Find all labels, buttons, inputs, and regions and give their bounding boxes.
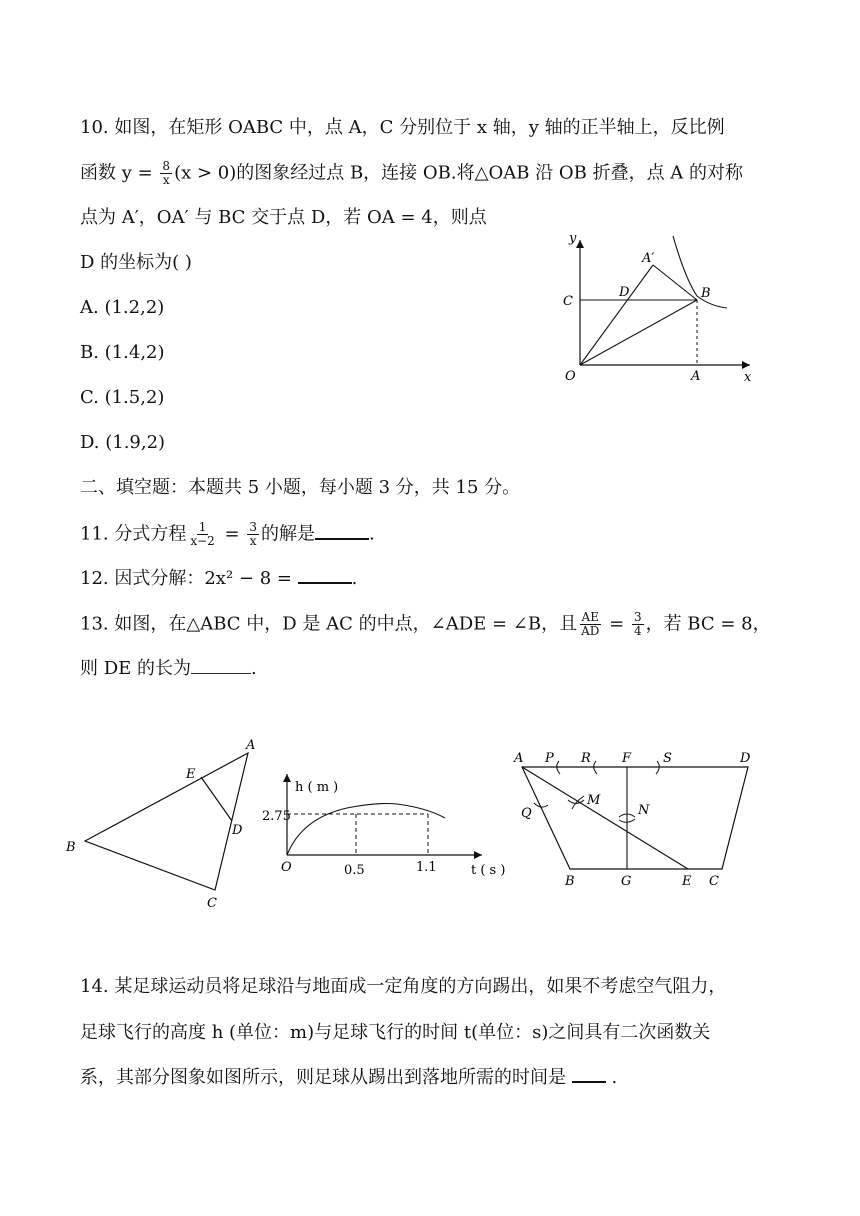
q10-line2: [80, 160, 743, 187]
graph-x-tick-2: 1.1: [416, 860, 437, 875]
tri-label-d: D: [232, 823, 243, 838]
q10-line3: 点为 A′，OA′ 与 BC 交于点 D，若 OA = 4，则点: [80, 207, 487, 228]
q10-frac-den: x: [162, 173, 170, 187]
q10-fraction: [160, 160, 172, 187]
q10-line1: 10. 如图，在矩形 OABC 中，点 A，C 分别位于 x 轴，y 轴的正半轴上，反比例: [80, 117, 725, 138]
q11-fraction-1: [188, 521, 216, 548]
h-axis-arrow: [283, 774, 291, 782]
triangle-abc: [85, 753, 248, 890]
q14-line3-text: 系，其部分图象如图所示，则足球从踢出到落地所需的时间是: [80, 1067, 572, 1088]
tri-label-c: C: [207, 896, 217, 910]
label-a-prime: A′: [642, 251, 655, 266]
segment-a-prime-b: [653, 265, 697, 300]
q12-end: .: [351, 568, 358, 589]
tri-label-e: E: [186, 767, 196, 782]
q13-f2-den: 4: [633, 624, 642, 638]
segment-oa-prime: [580, 265, 653, 365]
trap-label-r: R: [581, 751, 591, 766]
trap-label-q: Q: [521, 806, 532, 821]
q13-line1: [80, 611, 771, 638]
q12-text: 12. 因式分解：2x² − 8 =: [80, 568, 298, 589]
q13-line1-post: ，若 BC = 8，: [645, 613, 771, 635]
q11-f1-den: x−2: [190, 534, 215, 548]
hyperbola-curve: [673, 236, 727, 308]
q14-line3: [80, 1065, 617, 1090]
q11-f2-den: x: [249, 534, 257, 548]
q14-line1: 14. 某足球运动员将足球沿与地面成一定角度的方向踢出，如果不考虑空气阻力，: [80, 976, 727, 997]
q14-line2: 足球飞行的高度 h (单位：m)与足球飞行的时间 t(单位：s)之间具有二次函数关: [80, 1022, 711, 1043]
label-b: B: [701, 286, 711, 301]
t-axis-arrow: [474, 851, 482, 859]
trap-label-d: D: [740, 751, 751, 766]
q13-answer-blank[interactable]: [191, 657, 251, 674]
trap-label-s: S: [663, 751, 672, 766]
q13-triangle-figure: [60, 735, 265, 910]
q13-f2-num: 3: [633, 610, 642, 624]
q12-answer-blank[interactable]: [298, 566, 352, 584]
label-a: A: [691, 369, 701, 384]
q11-post: 的解是: [261, 523, 315, 545]
q11-eq: =: [218, 523, 246, 545]
trap-label-p: P: [545, 751, 554, 766]
q13-f1-den: AD: [581, 624, 600, 638]
q11-fraction-2: [247, 521, 259, 548]
trapezoid-abcd: [522, 767, 748, 869]
graph-x-tick-1: 0.5: [344, 863, 365, 878]
q10-frac-num: 8: [162, 159, 171, 173]
label-d: D: [619, 285, 630, 300]
tri-label-a: A: [246, 738, 256, 753]
label-c: C: [563, 294, 573, 309]
q10-line2-pre: 函数 y =: [80, 162, 159, 184]
graph-y-tick: 2.75: [262, 809, 291, 824]
q13-fraction-2: [632, 611, 644, 638]
trap-label-f: F: [622, 751, 632, 766]
segment-ae: [522, 767, 688, 869]
q11-answer-blank[interactable]: [315, 522, 369, 540]
arc-m2: [572, 796, 584, 809]
q13-line2: [80, 657, 257, 681]
x-axis-arrow: [742, 361, 750, 369]
trapezoid-figure: [508, 745, 773, 890]
parabola-curve: [287, 804, 445, 856]
section-2-header: 二、填空题：本题共 5 小题，每小题 3 分，共 15 分。: [80, 477, 521, 498]
q14-graph-figure: [262, 770, 512, 885]
label-o: O: [565, 369, 576, 384]
q14-answer-blank[interactable]: [572, 1065, 606, 1083]
q11-pre: 11. 分式方程: [80, 523, 187, 545]
q13-f1-num: AE: [581, 610, 599, 624]
q13-end: .: [251, 658, 257, 679]
graph-xlabel: t ( s ): [471, 863, 506, 878]
q11-end: .: [369, 523, 375, 545]
q12-line: [80, 566, 357, 591]
graph-ylabel: h ( m ): [295, 780, 339, 795]
trap-label-n: N: [638, 803, 650, 818]
q13-line1-pre: 13. 如图，在△ABC 中，D 是 AC 的中点，∠ADE = ∠B，且: [80, 613, 578, 635]
q14-end: .: [605, 1067, 618, 1088]
q10-line4: D 的坐标为( ): [80, 252, 192, 273]
segment-de: [201, 777, 232, 821]
trap-label-a: A: [514, 751, 524, 766]
trap-label-c: C: [709, 874, 719, 889]
q13-line2-text: 则 DE 的长为: [80, 658, 192, 679]
q11-f1-num: 1: [198, 520, 207, 534]
q10-line2-post: (x > 0)的图象经过点 B，连接 OB.将△OAB 沿 OB 折叠，点 A 的对称: [174, 162, 744, 184]
q10-option-c: C. (1.5,2): [80, 387, 165, 408]
q11-line: [80, 521, 375, 548]
label-y: y: [569, 231, 577, 246]
q13-line1-mid: =: [603, 613, 630, 635]
q10-option-b: B. (1.4,2): [80, 342, 165, 363]
q10-figure: [545, 228, 760, 388]
q13-fraction-1: [579, 611, 601, 638]
graph-origin: O: [281, 860, 292, 875]
q10-option-a: A. (1.2,2): [80, 297, 165, 318]
trap-label-g: G: [621, 874, 632, 889]
tri-label-b: B: [66, 840, 76, 855]
q11-f2-num: 3: [249, 520, 257, 534]
segment-ob: [580, 300, 697, 365]
label-x: x: [744, 370, 752, 385]
q10-option-d: D. (1.9,2): [80, 432, 166, 453]
y-axis-arrow: [576, 240, 584, 248]
trap-label-m: M: [587, 793, 601, 808]
trap-label-e: E: [682, 874, 692, 889]
trap-label-b: B: [565, 874, 575, 889]
